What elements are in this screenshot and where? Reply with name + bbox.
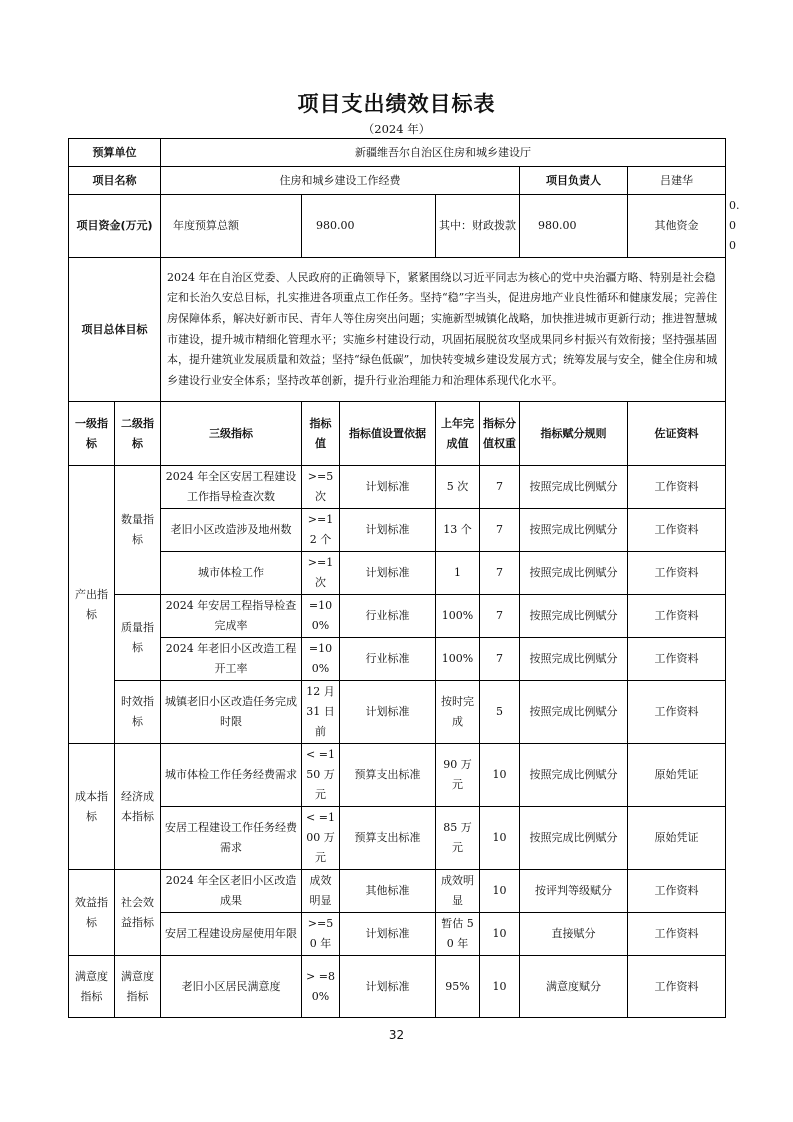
annual-budget-value: 980.00	[302, 195, 436, 258]
header-basis: 指标值设置依据	[340, 402, 436, 466]
table-row	[69, 870, 726, 913]
weight-cell: 10	[480, 870, 520, 913]
evidence-cell: 工作资料	[628, 552, 726, 595]
indicator-cell: 2024 年全区安居工程建设工作指导检查次数	[161, 466, 302, 509]
evidence-cell: 工作资料	[628, 638, 726, 681]
header-rule: 指标赋分规则	[520, 402, 628, 466]
evidence-cell: 原始凭证	[628, 807, 726, 870]
rule-cell: 按评判等级赋分	[520, 870, 628, 913]
header-row	[69, 402, 726, 466]
last-year-cell: 100%	[436, 595, 480, 638]
indicator-cell: 城镇老旧小区改造任务完成时限	[161, 681, 302, 744]
page-number: 32	[388, 1028, 405, 1042]
value-cell: =100%	[302, 595, 340, 638]
value-cell: < =100 万元	[302, 807, 340, 870]
evidence-cell: 工作资料	[628, 681, 726, 744]
unit-label: 预算单位	[69, 139, 161, 167]
table-row	[69, 466, 726, 509]
indicator-cell: 安居工程建设工作任务经费需求	[161, 807, 302, 870]
rule-cell: 直接赋分	[520, 913, 628, 956]
indicator-cell: 安居工程建设房屋使用年限	[161, 913, 302, 956]
header-weight: 指标分值权重	[480, 402, 520, 466]
rule-cell: 按照完成比例赋分	[520, 681, 628, 744]
table-row	[69, 807, 726, 870]
value-cell: < =150 万元	[302, 744, 340, 807]
basis-cell: 行业标准	[340, 638, 436, 681]
table-row	[69, 595, 726, 638]
basis-cell: 计划标准	[340, 681, 436, 744]
fiscal-label: 其中：财政拨款	[436, 195, 520, 258]
indicator-cell: 2024 年安居工程指导检查完成率	[161, 595, 302, 638]
basis-cell: 预算支出标准	[340, 744, 436, 807]
last-year-cell: 13 个	[436, 509, 480, 552]
table-row	[69, 552, 726, 595]
group-economic-cost: 经济成本指标	[115, 744, 161, 870]
weight-cell: 10	[480, 744, 520, 807]
last-year-cell: 成效明显	[436, 870, 480, 913]
value-cell: 12 月 31 日前	[302, 681, 340, 744]
weight-cell: 7	[480, 466, 520, 509]
last-year-cell: 90 万元	[436, 744, 480, 807]
weight-cell: 7	[480, 552, 520, 595]
header-value: 指标值	[302, 402, 340, 466]
weight-cell: 10	[480, 956, 520, 1018]
indicator-cell: 2024 年全区老旧小区改造成果	[161, 870, 302, 913]
group-output: 产出指标	[69, 466, 115, 744]
indicator-cell: 2024 年老旧小区改造工程开工率	[161, 638, 302, 681]
evidence-cell: 工作资料	[628, 870, 726, 913]
evidence-cell: 工作资料	[628, 466, 726, 509]
goal-row	[69, 258, 726, 402]
rule-cell: 按照完成比例赋分	[520, 595, 628, 638]
rule-cell: 满意度赋分	[520, 956, 628, 1018]
header-level1: 一级指标	[69, 402, 115, 466]
group-benefit: 效益指标	[69, 870, 115, 956]
rule-cell: 按照完成比例赋分	[520, 466, 628, 509]
basis-cell: 其他标准	[340, 870, 436, 913]
funds-row: 项目资金(万元) 年度预算总额 980.00 其中：财政拨款 980.00 其他资金 0.00	[69, 195, 726, 258]
group-satisfaction: 满意度指标	[69, 956, 115, 1018]
indicator-cell: 城市体检工作	[161, 552, 302, 595]
project-name-value: 住房和城乡建设工作经费	[161, 167, 520, 195]
rule-cell: 按照完成比例赋分	[520, 638, 628, 681]
project-name-row	[69, 167, 726, 195]
table-row	[69, 681, 726, 744]
evidence-cell: 工作资料	[628, 509, 726, 552]
project-leader-value: 吕建华	[628, 167, 726, 195]
fiscal-value: 980.00	[520, 195, 628, 258]
group-quality: 质量指标	[115, 595, 161, 681]
goal-text: 2024 年在自治区党委、人民政府的正确领导下，紧紧围绕以习近平同志为核心的党中央治疆方略、特别是社会稳定和长治久安总目标，扎实推进各项重点工作任务。坚持“稳”字当头，促进房地产业良性循环和健康发展；完善住房保障体系，解决好新市民、青年人等住房突出问题；实施新型城镇化战略，加快推进城市更新行动；推进智慧城市建设，提升城市精细化管理水平；实施乡村建设行动，巩固拓展脱贫攻坚成果同乡村振兴有效衔接；坚持强基固本，提升建筑业发展质量和效益；坚持“绿色低碳”，加快转变城乡建设发展方式；统筹发展与安全，健全住房和城乡建设行业安全体系；坚持改革创新，提升行业治理能力和治理体系现代化水平。	[161, 258, 726, 402]
table-row	[69, 638, 726, 681]
rule-cell: 按照完成比例赋分	[520, 744, 628, 807]
value-cell: >=50 年	[302, 913, 340, 956]
value-cell: >=1 次	[302, 552, 340, 595]
value-cell: >=5 次	[302, 466, 340, 509]
weight-cell: 10	[480, 807, 520, 870]
other-funds-label: 其他资金	[628, 195, 726, 258]
weight-cell: 7	[480, 595, 520, 638]
funds-label: 项目资金(万元)	[69, 195, 161, 258]
evidence-cell: 工作资料	[628, 595, 726, 638]
performance-table	[68, 138, 740, 1018]
value-cell: >=12 个	[302, 509, 340, 552]
last-year-cell: 暂估 50 年	[436, 913, 480, 956]
basis-cell: 行业标准	[340, 595, 436, 638]
table-row	[69, 913, 726, 956]
year-label: （2024 年）	[362, 122, 431, 136]
last-year-cell: 5 次	[436, 466, 480, 509]
unit-row	[69, 139, 726, 167]
rule-cell: 按照完成比例赋分	[520, 807, 628, 870]
table-row	[69, 509, 726, 552]
evidence-cell: 工作资料	[628, 956, 726, 1018]
indicator-cell: 老旧小区居民满意度	[161, 956, 302, 1018]
header-level2: 二级指标	[115, 402, 161, 466]
last-year-cell: 1	[436, 552, 480, 595]
group-social-benefit: 社会效益指标	[115, 870, 161, 956]
header-evidence: 佐证资料	[628, 402, 726, 466]
page-title: 项目支出绩效目标表	[297, 92, 496, 116]
last-year-cell: 95%	[436, 956, 480, 1018]
basis-cell: 计划标准	[340, 552, 436, 595]
unit-value: 新疆维吾尔自治区住房和城乡建设厅	[161, 139, 726, 167]
value-cell: =100%	[302, 638, 340, 681]
header-last-year: 上年完成值	[436, 402, 480, 466]
rule-cell: 按照完成比例赋分	[520, 552, 628, 595]
annual-budget-label: 年度预算总额	[161, 195, 302, 258]
basis-cell: 计划标准	[340, 913, 436, 956]
basis-cell: 计划标准	[340, 466, 436, 509]
weight-cell: 10	[480, 913, 520, 956]
value-cell: > =80%	[302, 956, 340, 1018]
group-cost: 成本指标	[69, 744, 115, 870]
weight-cell: 7	[480, 638, 520, 681]
basis-cell: 计划标准	[340, 956, 436, 1018]
basis-cell: 预算支出标准	[340, 807, 436, 870]
rule-cell: 按照完成比例赋分	[520, 509, 628, 552]
group-quantity: 数量指标	[115, 466, 161, 595]
project-name-label: 项目名称	[69, 167, 161, 195]
weight-cell: 5	[480, 681, 520, 744]
header-level3: 三级指标	[161, 402, 302, 466]
value-cell: 成效明显	[302, 870, 340, 913]
last-year-cell: 按时完成	[436, 681, 480, 744]
indicator-cell: 城市体检工作任务经费需求	[161, 744, 302, 807]
evidence-cell: 工作资料	[628, 913, 726, 956]
goal-label: 项目总体目标	[69, 258, 161, 402]
last-year-cell: 85 万元	[436, 807, 480, 870]
weight-cell: 7	[480, 509, 520, 552]
project-leader-label: 项目负责人	[520, 167, 628, 195]
table-row	[69, 744, 726, 807]
last-year-cell: 100%	[436, 638, 480, 681]
basis-cell: 计划标准	[340, 509, 436, 552]
group-timeliness: 时效指标	[115, 681, 161, 744]
evidence-cell: 原始凭证	[628, 744, 726, 807]
group-satisfaction-sub: 满意度指标	[115, 956, 161, 1018]
table-row	[69, 956, 726, 1018]
indicator-cell: 老旧小区改造涉及地州数	[161, 509, 302, 552]
